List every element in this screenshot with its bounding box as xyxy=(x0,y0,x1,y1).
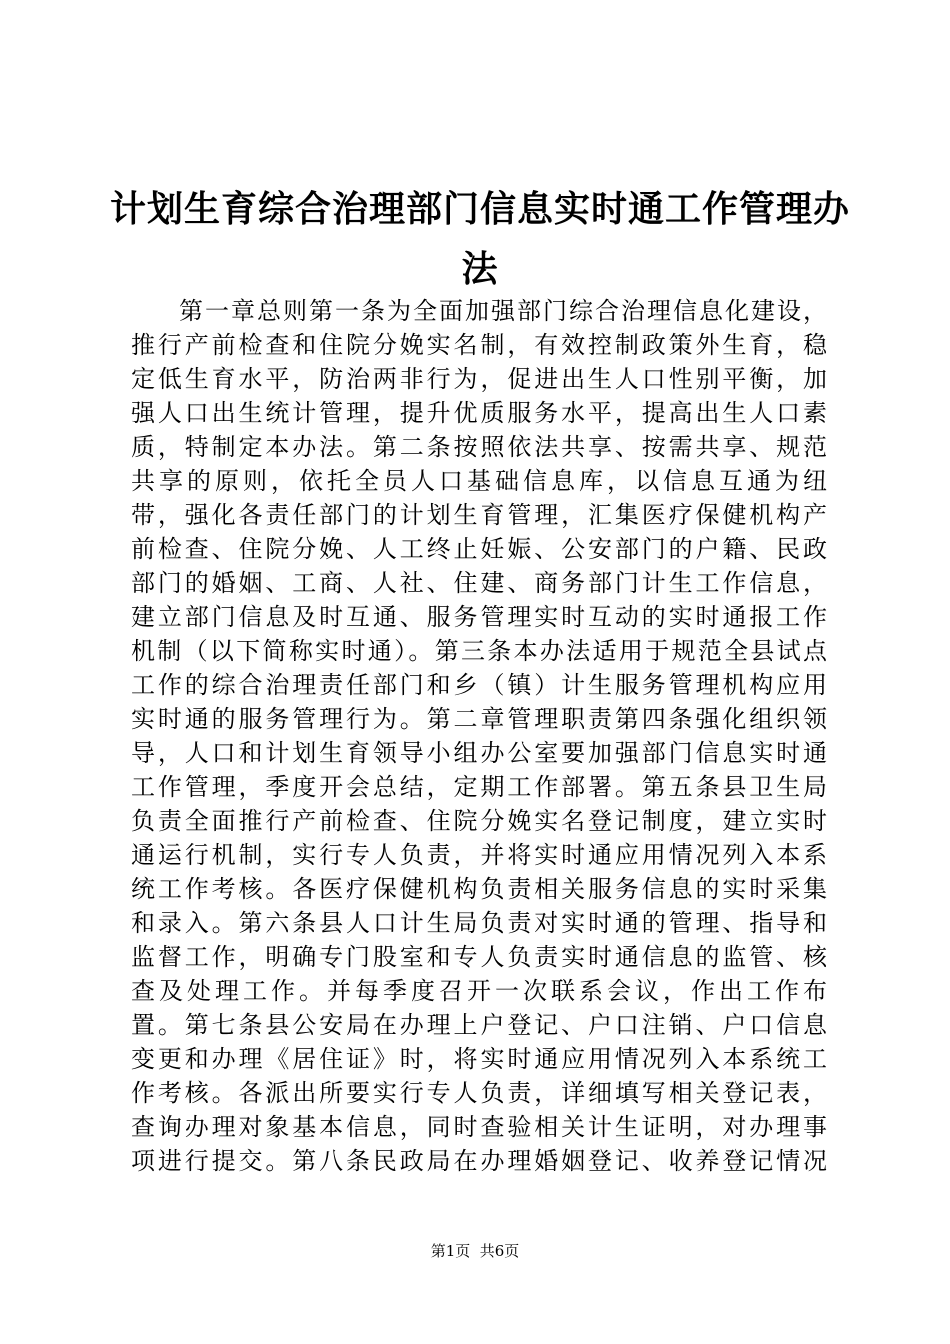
page-footer xyxy=(0,1241,950,1261)
page-number: 第1页 共6页 xyxy=(430,1242,520,1260)
document-title: 计划生育综合治理部门信息实时通工作管理办法 xyxy=(110,189,851,290)
document-body-paragraph: 第一章总则第一条为全面加强部门综合治理信息化建设，推行产前检查和住院分娩实名制，有效控制政策外生育，稳定低生育水平，防治两非行为，促进出生人口性别平衡，加强人口出生统计管理，提升优质服务水平，提高出生人口素质，特制定本办法。第二条按照依法共享、按需共享、规范共享的原则，依托全员人口基础信息库，以信息互通为纽带，强化各责任部门的计划生育管理，汇集医疗保健机构产前检查、住院分娩、人工终止妊娠、公安部门的户籍、民政部门的婚姻、工商、人社、住建、商务部门计生工作信息，建立部门信息及时互通、服务管理实时互动的实时通报工作机制（以下简称实时通）。第三条本办法适用于规范全县试点工作的综合治理责任部门和乡（镇）计生服务管理机构应用实时通的服务管理行为。第二章管理职责第四条强化组织领导，人口和计划生育领导小组办公室要加强部门信息实时通工作管理，季度开会总结，定期工作部署。第五条县卫生局负责全面推行产前检查、住院分娩实名登记制度，建立实时通运行机制，实行专人负责，并将实时通应用情况列入本系统工作考核。各医疗保健机构负责相关服务信息的实时采集和录入。第六条县人口计生局负责对实时通的管理、指导和监督工作，明确专门股室和专人负责实时通信息的监管、核查及处理工作。并每季度召开一次联系会议，作出工作布置。第七条县公安局在办理上户登记、户口注销、户口信息变更和办理《居住证》时，将实时通应用情况列入本系统工作考核。各派出所要实行专人负责，详细填写相关登记表，查询办理对象基本信息，同时查验相关计生证明，对办理事项进行提交。第八条民政局在办理婚姻登记、收养登记情况 xyxy=(131,297,829,1175)
